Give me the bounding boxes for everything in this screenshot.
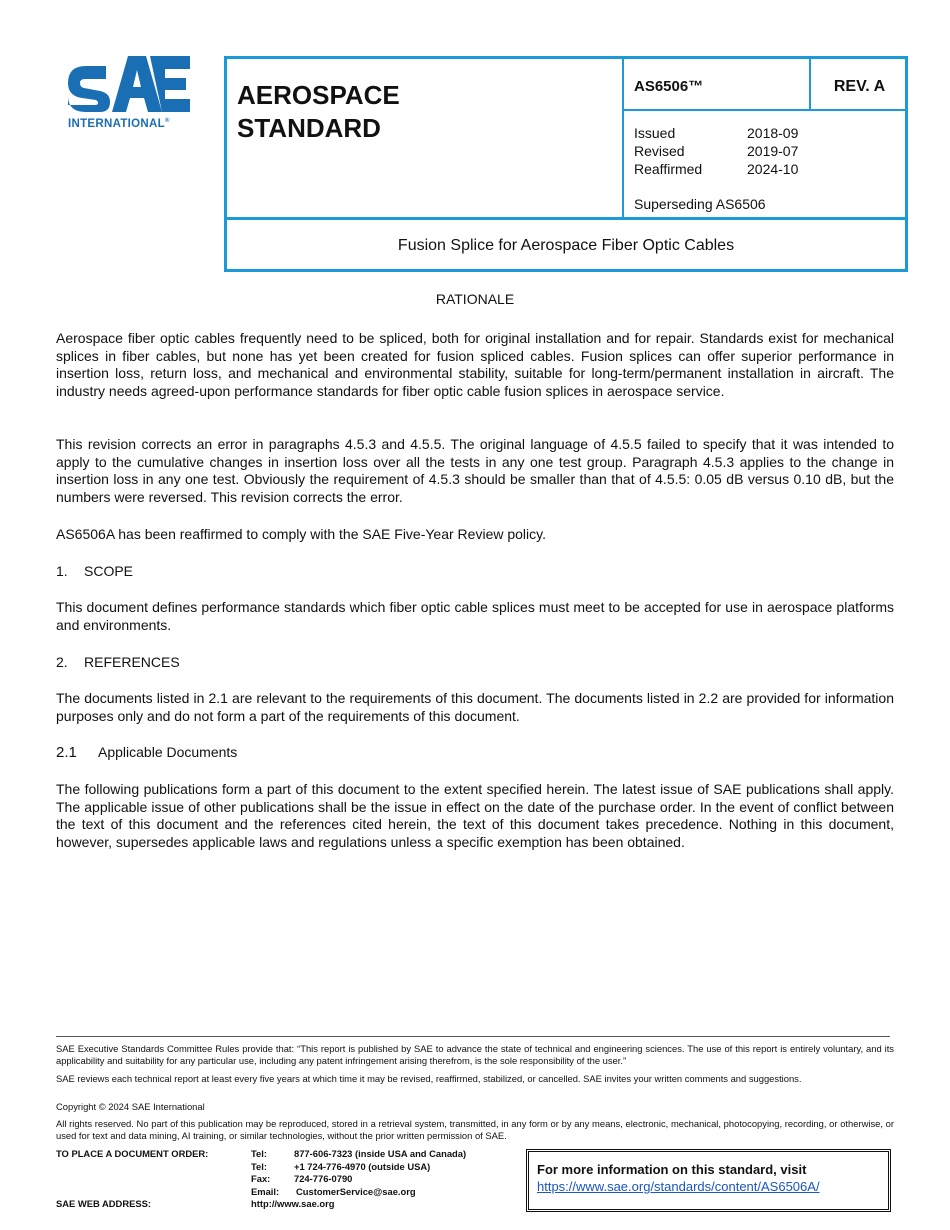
footer-copyright: Copyright © 2024 SAE International (56, 1101, 205, 1112)
footer-divider (56, 1036, 890, 1037)
contact-list (251, 1148, 521, 1211)
divider (624, 109, 908, 111)
revision-label: REV. A (833, 78, 886, 95)
document-type (237, 79, 400, 145)
superseding-note: Superseding AS6506 (634, 196, 766, 212)
rationale-heading: RATIONALE (435, 291, 515, 307)
date-row-reaffirmed: Reaffirmed 2024-10 (634, 161, 799, 177)
contact-row: Fax: 724-776-0790 (251, 1173, 353, 1184)
web-address-label: SAE WEB ADDRESS: (56, 1198, 151, 1209)
rationale-paragraph-1: Aerospace fiber optic cables frequently need to be spliced, both for original installation and for repair. Standards exist for mechanical splices in fiber cables, but none has yet been created for fusion spliced cables. Fusion splices can offer superior performance in insertion loss, return loss, and mechanical and environmental stability, suitable for long-term/permanent installation in aircraft. The industry needs agreed-upon performance standards for fiber optic cable fusion splices in aerospace service. (56, 330, 894, 399)
document-type-line-2: STANDARD (237, 113, 381, 143)
document-number: AS6506™ (634, 78, 704, 95)
section-1-text: This document defines performance standards which fiber optic cable splices must meet to be accepted for use in aerospace platforms and environments. (56, 599, 894, 633)
standard-url-link[interactable]: https://www.sae.org/standards/content/AS6506A/ (537, 1179, 820, 1194)
more-info-box (526, 1149, 891, 1212)
section-2-text: The documents listed in 2.1 are relevant to the requirements of this document. The documents listed in 2.2 are provided for information purposes only and do not form a part of the requirements of this document. (56, 690, 894, 724)
section-2-1-heading: 2.1 Applicable Documents (56, 744, 238, 761)
footer-rights: All rights reserved. No part of this publication may be reproduced, stored in a retrieval system, transmitted, in any form or by any means, electronic, mechanical, photocopying, recording, or otherwise, or used for text and data mining, AI training, or similar technologies, without the prior written permission of SAE. (56, 1118, 894, 1141)
document-title: Fusion Splice for Aerospace Fiber Optic Cables (397, 237, 735, 254)
rationale-paragraph-3: AS6506A has been reaffirmed to comply with the SAE Five-Year Review policy. (56, 526, 546, 542)
footer-rules-note: SAE Executive Standards Committee Rules provide that: “This report is published by SAE to advance the state of technical and engineering sciences. The use of this report is entirely voluntary, and its applicability and suitability for any particular use, including any patent infringement arising therefrom, is the sole responsibility of the user.” (56, 1043, 894, 1066)
contact-row: Tel: +1 724-776-4970 (outside USA) (251, 1160, 431, 1172)
order-label: TO PLACE A DOCUMENT ORDER: (56, 1148, 209, 1159)
section-2-1-text: The following publications form a part of this document to the extent specified herein. The latest issue of SAE publications shall apply. The applicable issue of other publications shall be the issue in effect on the date of the purchase order. In the event of conflict between the text of this document and the references cited herein, the text of this document takes precedence. Nothing in this document, however, supersedes applicable laws and regulations unless a specific exemption has been obtained. (56, 781, 894, 850)
section-2-heading: 2. REFERENCES (56, 654, 180, 670)
customer-service-email[interactable]: CustomerService@sae.org (296, 1185, 416, 1197)
divider (622, 59, 624, 219)
more-info-text: For more information on this standard, visit (537, 1162, 807, 1177)
web-address-link[interactable]: http://www.sae.org (251, 1198, 335, 1209)
contact-row: Tel: 877-606-7323 (inside USA and Canada) (251, 1148, 467, 1159)
divider (227, 217, 905, 220)
document-type-line-1: AEROSPACE (237, 80, 400, 110)
date-row-issued: Issued 2018-09 (634, 125, 799, 141)
rationale-paragraph-2: This revision corrects an error in paragraphs 4.5.3 and 4.5.5. The original language of 4.5.5 failed to specify that it was intended to apply to the cumulative changes in insertion loss over all the tests in any one test group. Paragraph 4.5.3 applies to the change in insertion loss in any one test. Obviously the requirement of 4.5.3 should be smaller than that of 4.5.5: 0.05 dB versus 0.10 dB, but the numbers were reversed. This revision corrects the error. (56, 436, 894, 505)
date-list (634, 124, 798, 178)
header-box (224, 56, 908, 272)
footer-review-note: SAE reviews each technical report at least every five years at which time it may be revised, reaffirmed, stabilized, or cancelled. SAE invites your written comments and suggestions. (56, 1073, 802, 1084)
section-1-heading: 1. SCOPE (56, 563, 134, 579)
contact-row: Email: CustomerService@sae.org (251, 1185, 416, 1197)
logo-org-text: INTERNATIONAL® (68, 118, 170, 130)
date-row-revised: Revised 2019-07 (634, 143, 799, 159)
